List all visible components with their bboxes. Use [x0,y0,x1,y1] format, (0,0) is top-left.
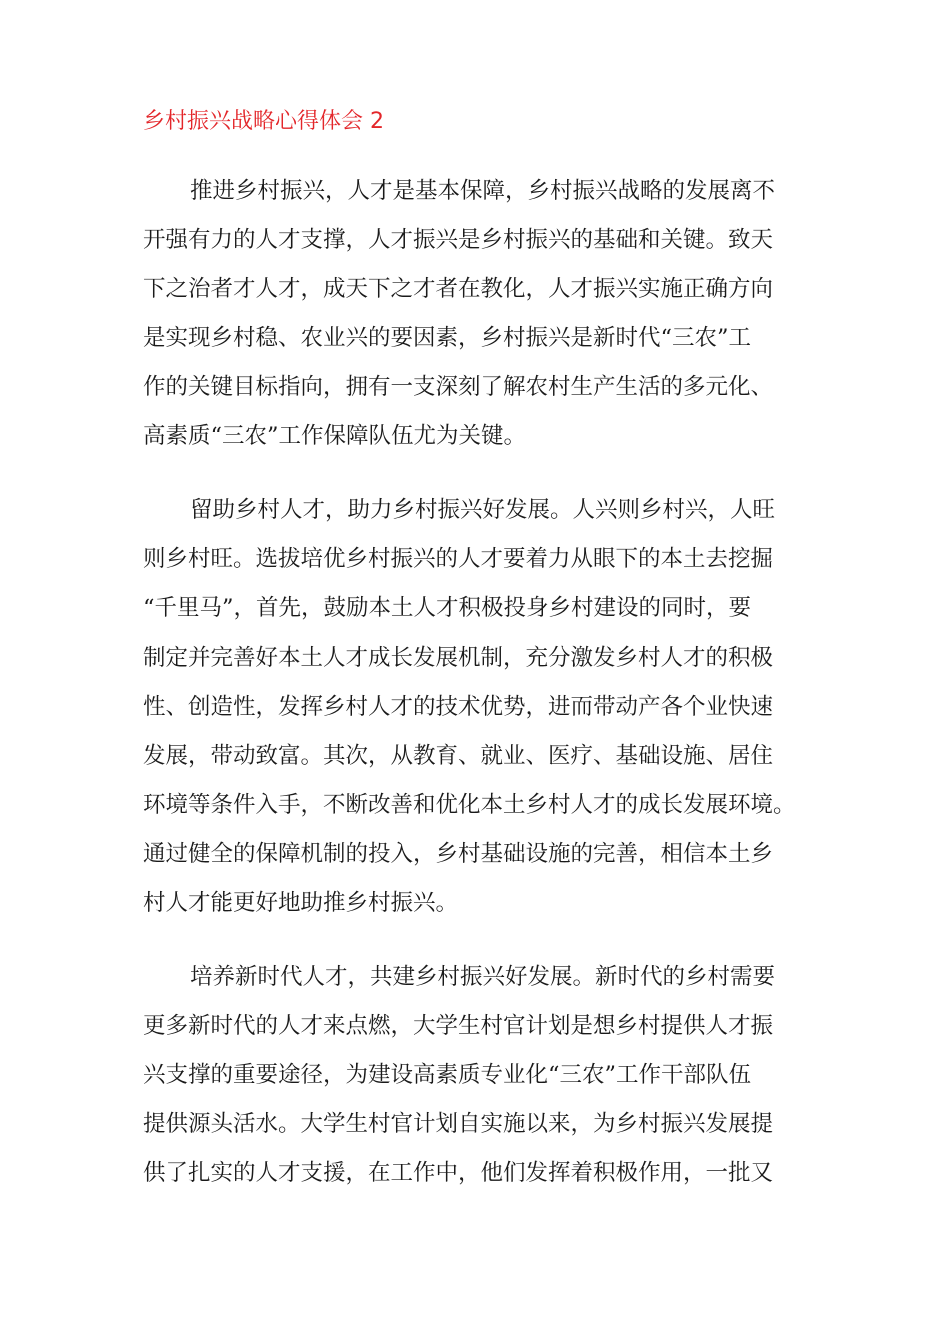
paragraph-line: 培养新时代人才，共建乡村振兴好发展。新时代的乡村需要 [190,964,776,990]
paragraph-line: 更多新时代的人才来点燃，大学生村官计划是想乡村提供人才振 [143,1013,774,1039]
paragraph-line: 下之治者才人才，成天下之才者在教化，人才振兴实施正确方向 [143,276,774,302]
paragraph-line: 兴支撑的重要途径，为建设高素质专业化“三农”工作干部队伍 [143,1062,752,1088]
paragraph-line: 制定并完善好本土人才成长发展机制，充分激发乡村人才的积极 [143,645,774,671]
paragraph-line: 是实现乡村稳、农业兴的要因素，乡村振兴是新时代“三农”工 [143,325,752,351]
paragraph-line: 环境等条件入手，不断改善和优化本土乡村人才的成长发展环境。 [143,792,796,818]
paragraph-line: 性、创造性，发挥乡村人才的技术优势，进而带动产各个业快速 [143,694,774,720]
paragraph-line: “千里马”，首先，鼓励本土人才积极投身乡村建设的同时，要 [143,595,752,621]
paragraph-line: 通过健全的保障机制的投入，乡村基础设施的完善，相信本土乡 [143,841,774,867]
paragraph-line: 留助乡村人才，助力乡村振兴好发展。人兴则乡村兴，人旺 [190,497,776,523]
paragraph-line: 供了扎实的人才支援，在工作中，他们发挥着积极作用，一批又 [143,1160,774,1186]
paragraph-line: 作的关键目标指向，拥有一支深刻了解农村生产生活的多元化、 [143,374,774,400]
paragraph-line: 发展，带动致富。其次，从教育、就业、医疗、基础设施、居住 [143,743,774,769]
paragraph-line: 高素质“三农”工作保障队伍尤为关键。 [143,423,527,449]
paragraph-line: 提供源头活水。大学生村官计划自实施以来，为乡村振兴发展提 [143,1111,774,1137]
paragraph-line: 村人才能更好地助推乡村振兴。 [143,890,459,916]
paragraph-line: 推进乡村振兴，人才是基本保障，乡村振兴战略的发展离不 [190,178,776,204]
document-title: 乡村振兴战略心得体会 2 [143,109,384,134]
paragraph-line: 开强有力的人才支撑，人才振兴是乡村振兴的基础和关键。致天 [143,227,774,253]
paragraph-line: 则乡村旺。选拔培优乡村振兴的人才要着力从眼下的本土去挖掘 [143,546,774,572]
